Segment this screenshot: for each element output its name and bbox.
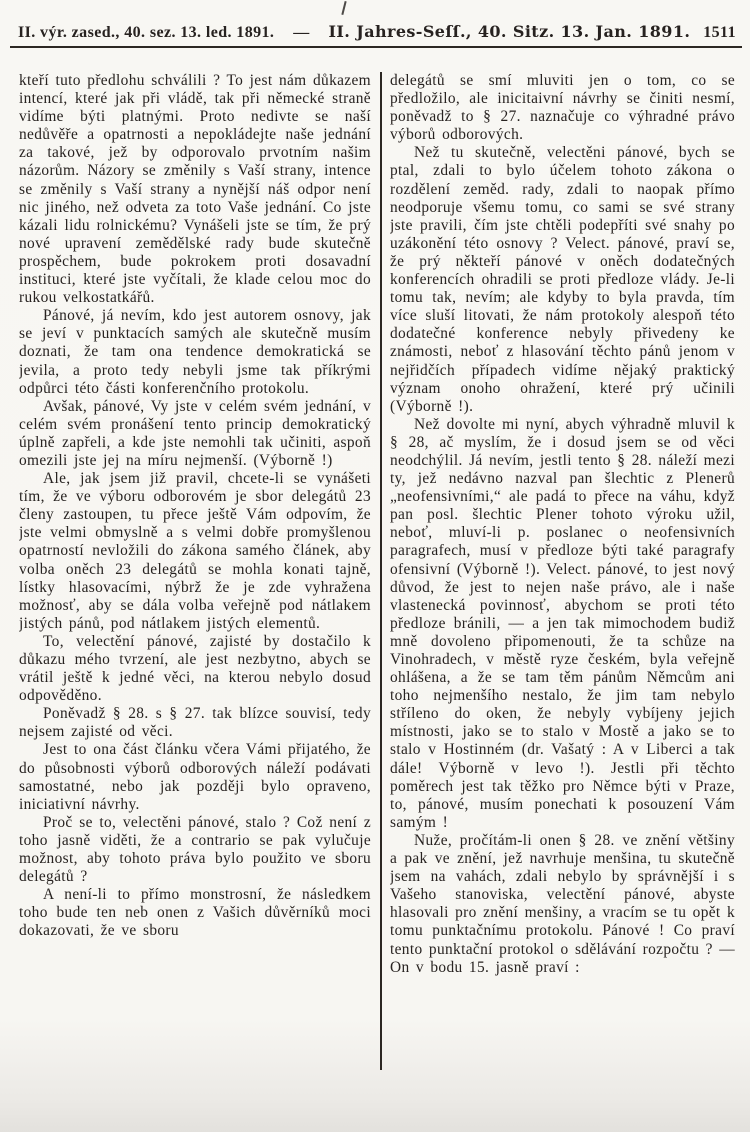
header-separator: — <box>293 24 310 41</box>
paragraph: Než dovolte mi nyní, abych výhradně mluvil k § 28, ač myslím, že i dosud jsem se od věci neodchýlil. Já nevím, jestli tento § 28. náleží mezi ty, jež nedávno nazval pan šlechtic z Plenerů „neofensivními,“ ale padá to přece na váhu, když pan posl. šlechtic Plener tohoto výroku užil, neboť, mluví-li p. poslanec o neofensivních paragrafech, musí v předloze býti také paragrafy ofensivní (Výborně !). Velect. pánové, to jest nový důvod, že jest to nejen naše právo, ale i naše vlastenecká povinnosť, abychom se proti této předloze bránili, — a jen tak mimochodem budiž mně dovoleno připomenouti, že ta schůze na Vinohradech, v městě ryze českém, byla veřejně ohlášena, a že se tam těm pánům Němcům ani toho nejmenšího nestalo, že jim tam nebylo stříleno do oken, že nebyly vybíjeny jejich místnosti, jako se to stalo v Mostě a jako se to stalo v Hostinném (dr. Vašatý : A v Liberci a tak dále! Výborně v levo !). Jestli při těchto poměrech jest tak těžko pro Němce býti v Praze, to, pánové, musím ponechati k posouzení Vám samým ! <box>390 415 735 831</box>
page-header <box>18 22 736 42</box>
header-rule <box>10 46 742 48</box>
paragraph: Poněvadž § 28. s § 27. tak blízce souvisí, tedy nejsem zajisté od věci. <box>19 705 371 741</box>
paragraph: delegátů se smí mluviti jen o tom, co se předložilo, ale inicitaivní návrhy se činiti nesmí, poněvadž to § 27. naznačuje co výhradné právo výborů odborových. <box>390 72 735 144</box>
paragraph: Než tu skutečně, velectěni pánové, bych se ptal, zdali to bylo účelem tohoto zákona o rozdělení zeměd. rady, zdali to naopak přímo neodporuje všemu tomu, co sami se své strany jste pravili, čím jste chtěli podepříti své snahy po uzákonění této osnovy ? Velect. pánové, praví se, že prý někteří pánové v oněch dodatečných konferencích ohradili se proti předloze vlády. Je-li tomu tak, nevím; ale kdyby to byla pravda, tím více sluší litovati, že nám protokoly alespoň této dodatečné konference nebyly přivedeny ke známosti, neboť z hlasování těchto pánů jenom v nejřidčích případech vidíme nějaký praktický význam onoho ohražení, které prý učinili (Výborně !). <box>390 144 735 415</box>
paragraph: A není-li to přímo monstrosní, že následkem toho bude ten neb onen z Vašich důvěrníků moci dokazovati, že ve sboru <box>19 886 371 940</box>
paragraph: Jest to ona část článku včera Vámi přijatého, že do působnosti výborů odborových náleží podávati samostatné, nebo jak později bylo opraveno, iniciativní návrhy. <box>19 741 371 813</box>
header-citation-german: II. Jahres-Seſſ., 40. Sitz. 13. Jan. 1891. <box>328 22 691 41</box>
paragraph: Pánové, já nevím, kdo jest autorem osnovy, jak se jeví v punktacích samých ale skutečně musím doznati, že tam ona tendence demokratická se jevila, a proto tedy nebyli jsme tak příkrými odpůrci této části konferenčního protokolu. <box>19 307 371 397</box>
paragraph: Avšak, pánové, Vy jste v celém svém jednání, v celém svém pronášení tento princip demokratický úplně zapřeli, a kde jste nemohli tak učiniti, aspoň omezili jste jej na míru nejmenší. (Výborně !) <box>19 397 371 469</box>
header-citation-czech: II. výr. zased., 40. sez. 13. led. 1891. <box>18 24 275 41</box>
scan-artifact-mark <box>341 1 346 15</box>
paragraph: Nuže, pročítám-li onen § 28. ve znění většiny a pak ve znění, jež navrhuje menšina, tu skutečně jsem na vahách, zdali nebylo by správnější i s Vašeho stanoviska, velectění pánové, abyste hlasovali pro znění menšiny, a vracím se tu opět k tomu punktačnímu protokolu. Pánové ! Co praví tento punktační protokol o sdělávání rozpočtu ? — On v bodu 15. jasně praví : <box>390 831 735 976</box>
text-body <box>19 72 736 1074</box>
paragraph: Ale, jak jsem již pravil, chcete-li se vynášeti tím, že ve výboru odborovém je sbor delegátů 23 členy zastoupen, tu přece ještě Vám odpovím, že jste velmi obmyslně a s velmi dobře promyšlenou opatrností nevložili do zákona samého článek, aby volba oněch 23 delegátů se mohla konati tajně, lístky hlasovacími, nýbrž že je zde vyhražena možnosť, aby se dála volba veřejně pod nátlakem jistých pánů, pod nátlakem jistých elementů. <box>19 470 371 632</box>
column-divider <box>380 72 382 1070</box>
paragraph: To, velectění pánové, zajisté by dostačilo k důkazu mého tvrzení, ale jest nezbytno, abych se vrátil ještě k jedné věci, na kterou nebylo dosud odpověděno. <box>19 632 371 705</box>
right-column <box>390 72 735 1074</box>
paragraph: Proč se to, velectěni pánové, stalo ? Což není z toho jasně viděti, že a contrario se pak vylučuje možnost, aby tohoto práva bylo použito ve sboru delegátů ? <box>19 813 371 886</box>
page-number: 1511 <box>703 24 736 41</box>
paragraph: kteří tuto předlohu schválili ? To jest nám důkazem intencí, které jak při vládě, tak při německé straně vidíme býti platnými. Proto nedivte se naší nedůvěře a opatrnosti a nepokládejte naše jednání za takové, jež by odporovalo prvotním našim názorům. Názory se změnily s Vaší strany, intence se změnily s Vaší strany a nynější náš odpor není nic jiného, než odveta za toto Vaše jednání. Co jste kázali lidu rolnickému? Vynášeli jste se tím, že prý nové upravení zemědělské rady bude skutečně prospěchem, bude pokrokem proti dosavadní instituci, které jste vyčítali, že klade celou moc do rukou velkostatkářů. <box>19 72 371 307</box>
left-column <box>19 72 371 1074</box>
